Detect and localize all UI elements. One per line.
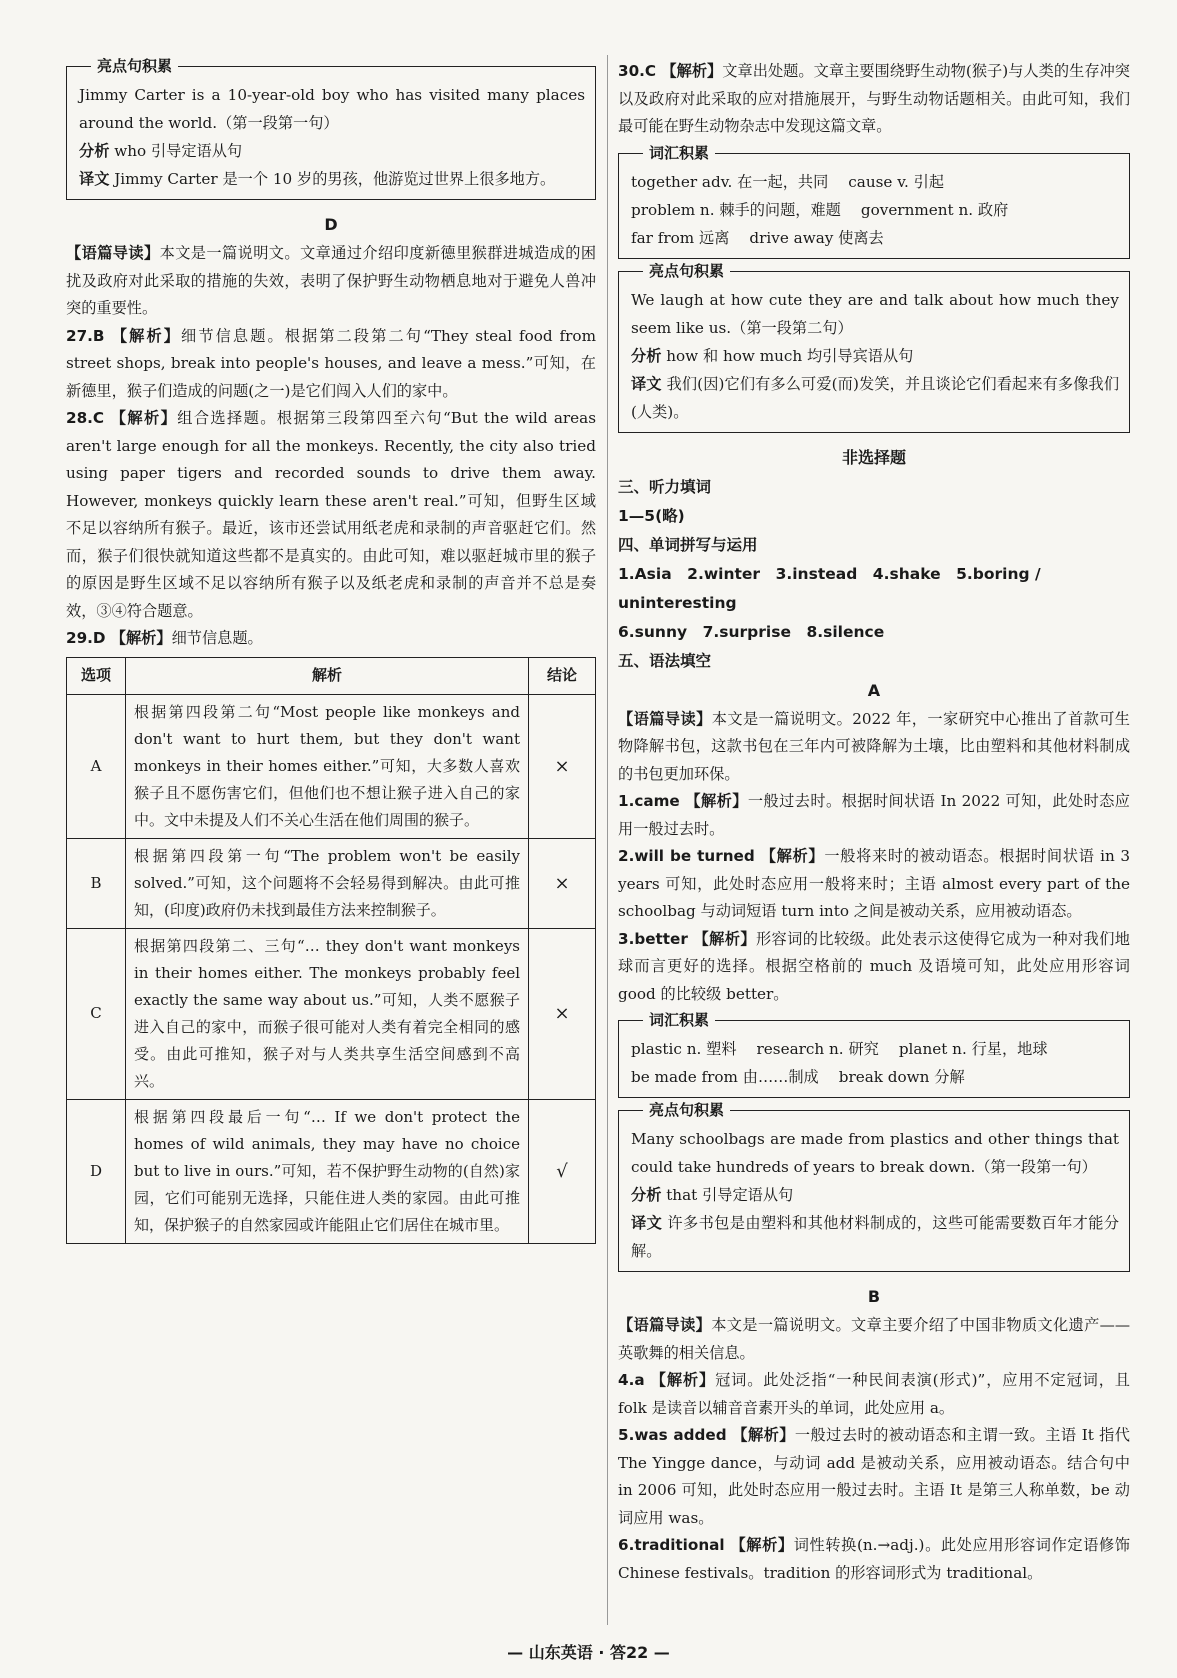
answer-29: 29.D 【解析】细节信息题。 bbox=[66, 629, 263, 647]
passage-guide: 【语篇导读】本文是一篇说明文。文章主要介绍了中国非物质文化遗产——英歌舞的相关信息。 bbox=[618, 1316, 1131, 1362]
row-conclusion: √ bbox=[529, 1099, 596, 1243]
answer-a3: 3.better 【解析】形容词的比较级。此处表示这使得它成为一种对我们地球而言更好的选择。根据空格前的 much 及语境可知，此处应用形容词 good 的比较级 better。 bbox=[618, 929, 1130, 1003]
box-analysis: 分析 who 引导定语从句 bbox=[79, 142, 243, 160]
vocab-line: be made from 由……制成 break down 分解 bbox=[631, 1068, 965, 1086]
section-b-heading: B bbox=[867, 1287, 881, 1306]
box-sentence: Many schoolbags are made from plastics and other things that could take hundreds of years to break down.（第一段第一句） bbox=[631, 1130, 1119, 1176]
answer-b6: 6.traditional 【解析】词性转换(n.→adj.)。此处应用形容词作定语修饰 Chinese festivals。tradition 的形容词形式为 traditional。 bbox=[618, 1536, 1130, 1582]
nonchoice-heading: 非选择题 bbox=[841, 447, 906, 467]
box-title: 词汇积累 bbox=[643, 142, 715, 163]
highlight-sentence-box bbox=[66, 57, 596, 200]
row-analysis: 根据第四段第一句“The problem won't be easily solved.”可知，这个问题将不会轻易得到解决。由此可推知，(印度)政府仍未找到最佳方法来控制猴子。 bbox=[126, 838, 529, 928]
column-divider bbox=[607, 55, 608, 1625]
vocab-line: plastic n. 塑料 research n. 研究 planet n. 行星，地球 bbox=[631, 1040, 1048, 1058]
passage-guide: 【语篇导读】本文是一篇说明文。2022 年，一家研究中心推出了首款可生物降解书包，这款书包在三年内可被降解为土壤，比由塑料和其他材料制成的书包更加环保。 bbox=[618, 709, 1130, 783]
spelling-answers: 1.Asia 2.winter 3.instead 4.shake 5.boring / uninteresting bbox=[618, 564, 1041, 612]
box-title: 亮点句积累 bbox=[643, 1099, 730, 1120]
row-conclusion: × bbox=[529, 838, 596, 928]
answer-a1: 1.came 【解析】一般过去时。根据时间状语 In 2022 可知，此处时态应用一般过去时。 bbox=[618, 792, 1130, 838]
vocabulary-box bbox=[618, 143, 1130, 259]
header-option: 选项 bbox=[67, 657, 126, 694]
left-column bbox=[66, 58, 596, 1244]
table-row bbox=[67, 838, 596, 928]
header-conclusion: 结论 bbox=[529, 657, 596, 694]
answer-b5: 5.was added 【解析】一般过去时的被动语态和主谓一致。主语 It 指代 The Yingge dance，与动词 add 是被动关系，应用被动语态。结合句中 in 2006 可知，此处时态应用一般过去时。主语 It 是第三人称单数，be 动词应用 was。 bbox=[618, 1426, 1130, 1527]
highlight-sentence-box bbox=[618, 1101, 1130, 1272]
vocab-line: far from 远离 drive away 使离去 bbox=[631, 228, 884, 247]
box-translation: 译文 我们(因)它们有多么可爱(而)发笑，并且谈论它们看起来有多像我们(人类)。 bbox=[631, 374, 1120, 421]
row-analysis: 根据第四段第二句“Most people like monkeys and don't want to hurt them, but they don't want monkeys in their homes either.”可知，大多数人喜欢猴子且不愿伤害它们，但他们也不想让猴子进入自己的家中。文中未提及人们不关心生活在他们周围的猴子。 bbox=[126, 694, 529, 838]
box-translation: 译文 Jimmy Carter 是一个 10 岁的男孩，他游览过世界上很多地方。 bbox=[79, 170, 556, 188]
answer-30: 30.C 【解析】文章出处题。文章主要围绕野生动物(猴子)与人类的生存冲突以及政府对此采取的应对措施展开，与野生动物话题相关。由此可知，我们最可能在野生动物杂志中发现这篇文章。 bbox=[618, 62, 1130, 135]
row-analysis: 根据第四段最后一句“… If we don't protect the homes of wild animals, they may have no choice but to live in ours.”可知，若不保护野生动物的(自然)家园，它们可能别无选择，只能住进人类的家园。由此可推知，保护猴子的自然家园或许能阻止它们居住在城市里。 bbox=[126, 1099, 529, 1243]
vocabulary-box bbox=[618, 1011, 1130, 1098]
header-analysis: 解析 bbox=[126, 657, 529, 694]
vocab-line: together adv. 在一起，共同 cause v. 引起 bbox=[631, 172, 945, 191]
row-option: A bbox=[67, 694, 126, 838]
right-column bbox=[618, 58, 1130, 1587]
analysis-table bbox=[66, 657, 596, 1244]
answer-27: 27.B 【解析】细节信息题。根据第二段第二句“They steal food from street shops, break into people's houses, and leave a mess.”可知，在新德里，猴子们造成的问题(之一)是它们闯入人们的家中。 bbox=[66, 326, 596, 400]
highlight-sentence-box bbox=[618, 261, 1130, 433]
row-analysis: 根据第四段第二、三句“… they don't want monkeys in their homes either. The monkeys probably feel exactly the same way about us.”可知，人类不愿猴子进入自己的家中，而猴子很可能对人类有着完全相同的感受。由此可推知，猴子对与人类共享生活空间感到不高兴。 bbox=[126, 928, 529, 1099]
answer-b4: 4.a 【解析】冠词。此处泛指“一种民间表演(形式)”，应用不定冠词，且 folk 是读音以辅音音素开头的单词，此处应用 a。 bbox=[618, 1371, 1130, 1417]
section-a-heading: A bbox=[867, 680, 881, 700]
section-listening: 三、听力填词 bbox=[618, 477, 712, 496]
row-option: D bbox=[67, 1099, 126, 1243]
passage-guide: 【语篇导读】本文是一篇说明文。文章通过介绍印度新德里猴群进城造成的困扰及政府对此采取的措施的失效，表明了保护野生动物栖息地对于避免人兽冲突的重要性。 bbox=[66, 244, 597, 317]
vocab-line: problem n. 棘手的问题，难题 government n. 政府 bbox=[631, 200, 1009, 219]
section-grammar: 五、语法填空 bbox=[618, 651, 712, 670]
box-analysis: 分析 how 和 how much 均引导宾语从句 bbox=[631, 346, 914, 365]
row-conclusion: × bbox=[529, 694, 596, 838]
answer-28: 28.C 【解析】组合选择题。根据第三段第四至六句“But the wild areas aren't large enough for all the monkeys. Recently, the city also tried using paper tigers and recorded sounds to drive them away. However, monkeys quickly learn these aren't real.”可知，但野生区域不足以容纳所有猴子。最近，该市还尝试用纸老虎和录制的声音驱赶它们。然而，猴子们很快就知道这些都不是真实的。由此可知，难以驱赶城市里的猴子的原因是野生区域不足以容纳所有猴子以及纸老虎和录制的声音并不总是奏效，③④符合题意。 bbox=[66, 409, 596, 620]
row-option: C bbox=[67, 928, 126, 1099]
box-title: 亮点句积累 bbox=[643, 260, 730, 281]
row-conclusion: × bbox=[529, 928, 596, 1099]
box-translation: 译文 许多书包是由塑料和其他材料制成的，这些可能需要数百年才能分解。 bbox=[631, 1214, 1120, 1260]
box-sentence: Jimmy Carter is a 10-year-old boy who has visited many places around the world.（第一段第一句） bbox=[79, 86, 585, 132]
row-option: B bbox=[67, 838, 126, 928]
box-sentence: We laugh at how cute they are and talk about how much they seem like us.（第一段第二句） bbox=[631, 290, 1119, 337]
section-d-heading: D bbox=[324, 215, 338, 234]
box-title: 词汇积累 bbox=[643, 1009, 715, 1030]
table-row bbox=[67, 1099, 596, 1243]
section-spelling: 四、单词拼写与运用 bbox=[618, 535, 758, 554]
table-row bbox=[67, 694, 596, 838]
box-analysis: 分析 that 引导定语从句 bbox=[631, 1186, 794, 1204]
table-header-row bbox=[67, 657, 596, 694]
listening-answers: 1—5(略) bbox=[618, 506, 685, 525]
page-footer: — 山东英语 · 答22 — bbox=[507, 1643, 670, 1662]
spelling-answers: 6.sunny 7.surprise 8.silence bbox=[618, 622, 885, 641]
box-title: 亮点句积累 bbox=[91, 55, 178, 76]
table-row bbox=[67, 928, 596, 1099]
answer-a2: 2.will be turned 【解析】一般将来时的被动语态。根据时间状语 in 3 years 可知，此处时态应用一般将来时；主语 almost every part of the schoolbag 与动词短语 turn into 之间是被动关系，应用被动语态。 bbox=[618, 847, 1130, 920]
